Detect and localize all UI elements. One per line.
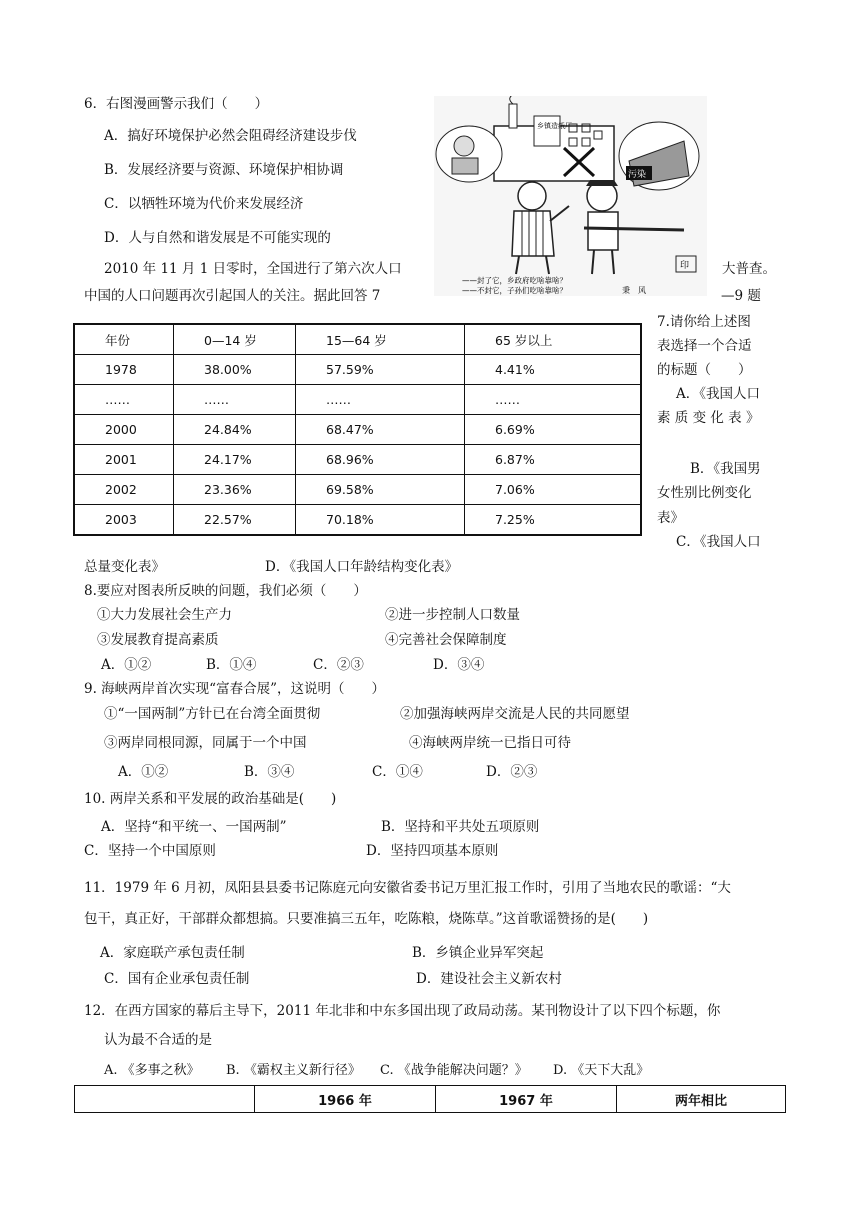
table-cell: 69.58% bbox=[296, 475, 465, 505]
q12-line-2: 认为最不合适的是 bbox=[104, 1032, 212, 1048]
intro-line-2: 中国的人口问题再次引起国人的关注。据此回答 7 bbox=[84, 288, 381, 304]
caption-line-1: ——封了它，乡政府吃啥靠啥？ bbox=[462, 276, 567, 285]
q7-line: 女性别比例变化 bbox=[657, 485, 752, 501]
q7-line: 表选择一个合适 bbox=[657, 338, 752, 354]
table-cell: 70.18% bbox=[296, 505, 465, 536]
q9-item: ④海峡两岸统一已指日可待 bbox=[409, 735, 571, 751]
q12-option-d: D. 《天下大乱》 bbox=[553, 1063, 650, 1078]
q12-option-a: A. 《多事之秋》 bbox=[104, 1063, 200, 1078]
table-header-cell: 年份 bbox=[74, 324, 174, 355]
table-cell: 4.41% bbox=[465, 355, 642, 385]
comparison-table bbox=[74, 1085, 786, 1113]
cartoon-author: 秉 风 bbox=[622, 286, 646, 295]
q8-item: ④完善社会保障制度 bbox=[385, 632, 507, 648]
q7-option-b: B．《我国男 bbox=[690, 461, 761, 477]
intro-line-1: 2010 年 11 月 1 日零时，全国进行了第六次人口 bbox=[104, 261, 402, 277]
q7-line: 的标题（ ） bbox=[657, 362, 752, 378]
table-cell: 2001 bbox=[74, 445, 174, 475]
table-cell: 6.87% bbox=[465, 445, 642, 475]
q8-option-a: A．①② bbox=[101, 657, 152, 673]
q9-option-b: B．③④ bbox=[244, 764, 295, 780]
table-cell: 7.25% bbox=[465, 505, 642, 536]
q7-line: 表》 bbox=[657, 510, 684, 526]
q7-option-a: A．《我国人口 bbox=[676, 386, 760, 402]
intro-line-2-end: —9 题 bbox=[721, 288, 761, 304]
q11-line-2: 包干，真正好，干部群众都想搞。只要准搞三五年，吃陈粮，烧陈草。”这首歌谣赞扬的是( ) bbox=[84, 911, 649, 927]
table-cell: 24.84% bbox=[174, 415, 296, 445]
q8-item: ③发展教育提高素质 bbox=[97, 632, 219, 648]
q10-option-a: A．坚持“和平统一、一国两制” bbox=[101, 819, 287, 835]
table-cell: …… bbox=[74, 385, 174, 415]
table-header-cell: 65 岁以上 bbox=[465, 324, 642, 355]
q11-option-c: C．国有企业承包责任制 bbox=[104, 971, 250, 987]
q11-option-d: D．建设社会主义新农村 bbox=[416, 971, 562, 987]
table-row bbox=[74, 355, 641, 385]
q7-line: 素 质 变 化 表 》 bbox=[657, 410, 760, 426]
q11-option-b: B．乡镇企业异军突起 bbox=[412, 945, 544, 961]
table-cell: …… bbox=[174, 385, 296, 415]
intro-line-1-end: 大普查。 bbox=[722, 261, 776, 277]
q12-line-1: 12．在西方国家的幕后主导下，2011 年北非和中东多国出现了政局动荡。某刊物设计了以下四个标题，你 bbox=[84, 1003, 721, 1019]
q8-option-b: B．①④ bbox=[206, 657, 257, 673]
q7-line: 总量变化表》 bbox=[84, 559, 165, 575]
q7-line: 7.请你给上述图 bbox=[657, 314, 751, 330]
q12-option-c: C. 《战争能解决问题？》 bbox=[380, 1063, 528, 1078]
table-header-cell: 15—64 岁 bbox=[296, 324, 465, 355]
cartoon-drawing bbox=[434, 96, 707, 296]
table-cell: …… bbox=[296, 385, 465, 415]
pollution-label: 污染 bbox=[628, 170, 647, 180]
seal-text: 印 bbox=[680, 261, 690, 271]
q10-option-c: C．坚持一个中国原则 bbox=[84, 843, 216, 859]
table-header-cell: 1967 年 bbox=[436, 1086, 617, 1113]
q7-option-c: C．《我国人口 bbox=[676, 534, 761, 550]
table-cell: 2003 bbox=[74, 505, 174, 536]
table-header-cell: 1966 年 bbox=[255, 1086, 436, 1113]
q9-item: ②加强海峡两岸交流是人民的共同愿望 bbox=[400, 706, 630, 722]
q9-option-c: C．①④ bbox=[372, 764, 423, 780]
table-cell: 68.47% bbox=[296, 415, 465, 445]
q6-option-b: B．发展经济要与资源、环境保护相协调 bbox=[104, 162, 344, 178]
q10-stem: 10. 两岸关系和平发展的政治基础是( ) bbox=[84, 791, 337, 807]
table-cell: 38.00% bbox=[174, 355, 296, 385]
q8-item: ②进一步控制人口数量 bbox=[385, 607, 520, 623]
table-header-cell: 0—14 岁 bbox=[174, 324, 296, 355]
table-cell: 57.59% bbox=[296, 355, 465, 385]
q9-stem: 9. 海峡两岸首次实现“富春合展”，这说明（ ） bbox=[84, 681, 385, 697]
q6-option-d: D．人与自然和谐发展是不可能实现的 bbox=[104, 230, 331, 246]
table-cell: 2002 bbox=[74, 475, 174, 505]
table-cell: 7.06% bbox=[465, 475, 642, 505]
q8-option-c: C．②③ bbox=[313, 657, 364, 673]
table-header-cell: 两年相比 bbox=[617, 1086, 786, 1113]
q11-option-a: A．家庭联产承包责任制 bbox=[100, 945, 245, 961]
table-header-row bbox=[74, 324, 641, 355]
table-cell: 23.36% bbox=[174, 475, 296, 505]
q9-option-a: A．①② bbox=[118, 764, 169, 780]
table-cell: 68.96% bbox=[296, 445, 465, 475]
table-header-cell bbox=[75, 1086, 255, 1113]
table-row bbox=[74, 415, 641, 445]
q8-stem: 8.要应对图表所反映的问题，我们必须（ ） bbox=[84, 583, 367, 599]
q8-option-d: D．③④ bbox=[433, 657, 485, 673]
table-cell: 1978 bbox=[74, 355, 174, 385]
q8-item: ①大力发展社会生产力 bbox=[97, 607, 232, 623]
q6-option-c: C．以牺牲环境为代价来发展经济 bbox=[104, 196, 304, 212]
q10-option-b: B．坚持和平共处五项原则 bbox=[381, 819, 540, 835]
q9-item: ①“一国两制”方针已在台湾全面贯彻 bbox=[104, 706, 321, 722]
q11-line-1: 11．1979 年 6 月初，凤阳县县委书记陈庭元向安徽省委书记万里汇报工作时，引用了当地农民的歌谣：“大 bbox=[84, 880, 731, 896]
factory-sign: 乡镇造纸厂 bbox=[537, 122, 572, 130]
table-cell: 6.69% bbox=[465, 415, 642, 445]
caption-line-2: ——不封它，子孙们吃啥靠啥？ bbox=[462, 286, 567, 295]
table-row bbox=[74, 475, 641, 505]
table-cell: 22.57% bbox=[174, 505, 296, 536]
q7-option-d: D．《我国人口年龄结构变化表》 bbox=[265, 559, 459, 575]
table-row bbox=[74, 385, 641, 415]
table-row bbox=[74, 445, 641, 475]
table-cell: 2000 bbox=[74, 415, 174, 445]
q9-option-d: D．②③ bbox=[486, 764, 538, 780]
q9-item: ③两岸同根同源，同属于一个中国 bbox=[104, 735, 307, 751]
q12-option-b: B. 《霸权主义新行径》 bbox=[226, 1063, 361, 1078]
population-age-table bbox=[73, 323, 642, 536]
table-header-row bbox=[75, 1086, 786, 1113]
pollution-cartoon bbox=[434, 96, 707, 296]
q10-option-d: D．坚持四项基本原则 bbox=[366, 843, 499, 859]
table-cell: 24.17% bbox=[174, 445, 296, 475]
q6-stem: 6．右图漫画警示我们（ ） bbox=[84, 96, 269, 112]
table-row bbox=[74, 505, 641, 536]
q6-option-a: A．搞好环境保护必然会阻碍经济建设步伐 bbox=[104, 128, 357, 144]
table-cell: …… bbox=[465, 385, 642, 415]
